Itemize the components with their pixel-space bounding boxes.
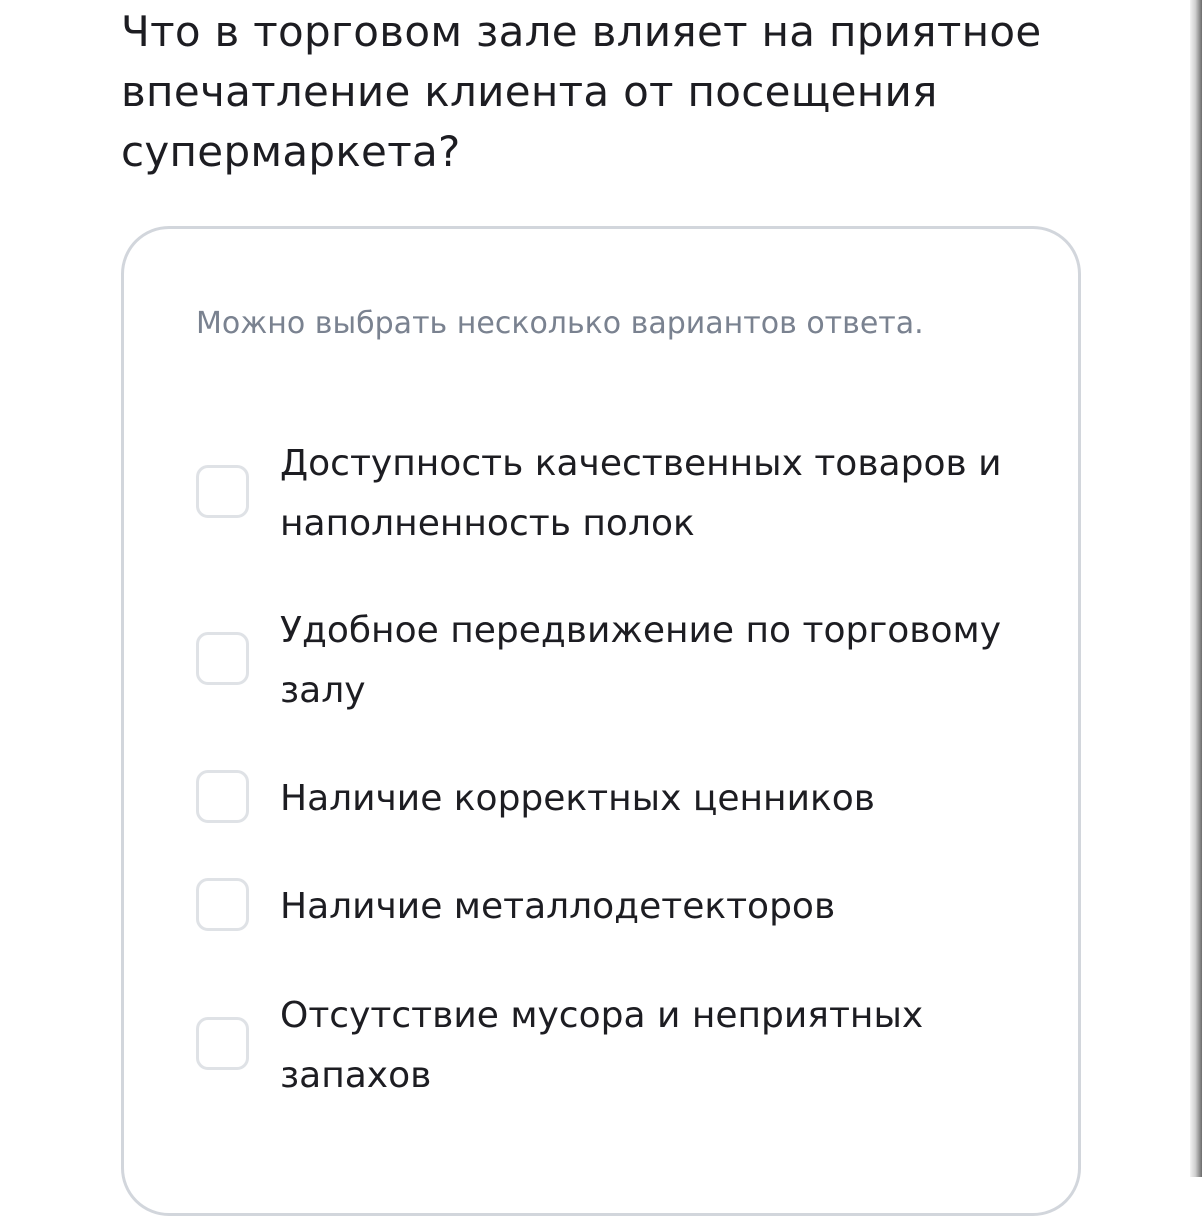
- option-checkbox[interactable]: [196, 1017, 249, 1070]
- option-checkbox[interactable]: [196, 770, 249, 823]
- option-label: Наличие корректных ценников: [280, 778, 875, 819]
- selection-hint: Можно выбрать несколько вариантов ответа.: [196, 306, 924, 341]
- option-label: Удобное передвижение по торговому залу: [280, 610, 1002, 711]
- option-label: Наличие металлодетекторов: [280, 886, 836, 927]
- option-checkbox[interactable]: [196, 632, 249, 685]
- screen-edge: [1190, 0, 1202, 1177]
- option-label: Отсутствие мусора и неприятных запахов: [280, 995, 924, 1096]
- question-title: Что в торговом зале влияет на приятное впечатление клиента от посещения супермаркета?: [121, 7, 1042, 176]
- option-checkbox[interactable]: [196, 465, 249, 518]
- option-checkbox[interactable]: [196, 878, 249, 931]
- option-label: Доступность качественных товаров и наполненность полок: [280, 443, 1002, 544]
